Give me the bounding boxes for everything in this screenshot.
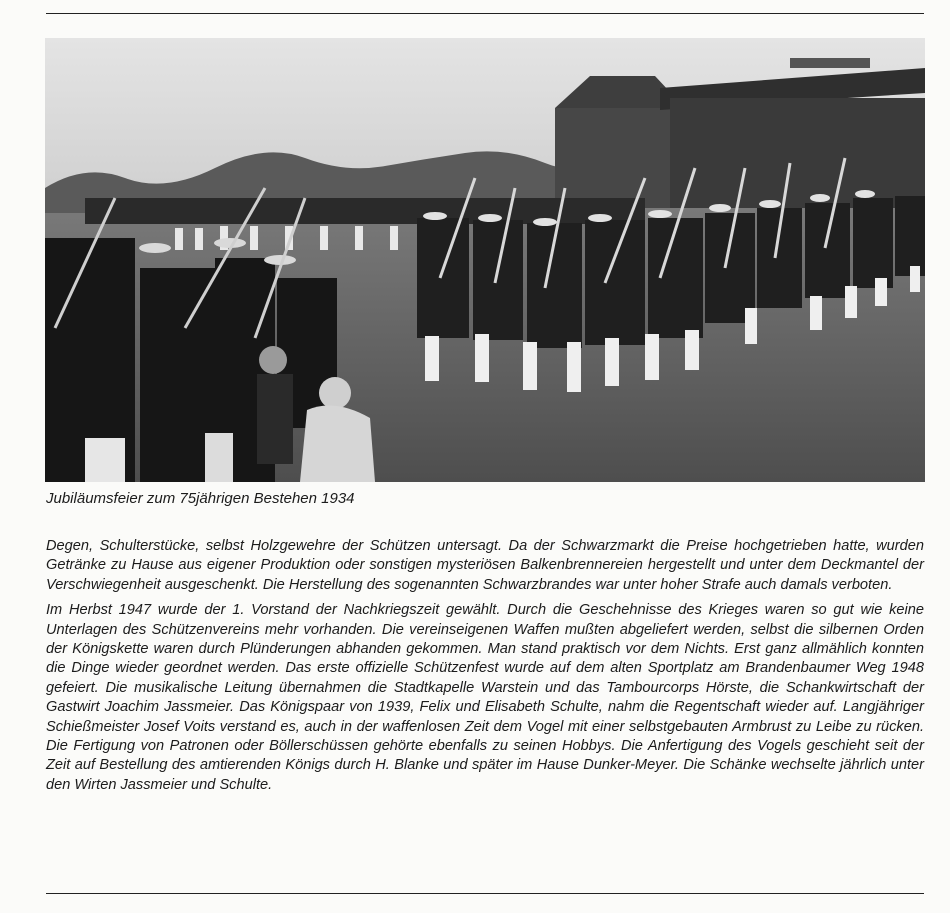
historic-parade-photo [45, 38, 925, 482]
article-body [46, 537, 924, 801]
photo-caption: Jubiläumsfeier zum 75jährigen Bestehen 1934 [46, 490, 355, 507]
top-rule [46, 13, 924, 14]
paragraph: Degen, Schulterstücke, selbst Holzgewehre der Schützen untersagt. Da der Schwarzmarkt die Preise hochgetrieben hatte, wurden Getränke zu Hause aus eigener Produktion oder sonstigen mysteriösen Balkenbrennereien hergestellt und unter dem Deckmantel der Verschwiegenheit ausgeschenkt. Die Herstellung des sogenannten Schwarzbrandes war unter hoher Strafe auch damals verboten. [46, 538, 924, 593]
bottom-rule [46, 893, 924, 894]
paragraph: Im Herbst 1947 wurde der 1. Vorstand der Nachkriegszeit gewählt. Durch die Geschehnisse des Krieges waren so gut wie keine Unterlagen des Schützenvereins mehr vorhanden. Die vereinseigenen Waffen mußten abgeliefert werden, selbst die silbernen Orden der Königskette waren durch Plünderungen abhanden gekommen. Man stand praktisch vor dem Nichts. Erst ganz allmählich konnten die Dinge wieder geordnet werden. Das erste offizielle Schützenfest wurde auf dem alten Sportplatz am Brandenbaumer Weg 1948 gefeiert. Die musikalische Leitung übernahmen die Stadtkapelle Warstein und das Tambourcorps Hörste, die Schankwirtschaft der Gastwirt Joachim Jassmeier. Das Königspaar von 1939, Felix und Elisabeth Schulte, nahm die Regentschaft wieder auf. Langjähriger Schießmeister Josef Voits verstand es, auch in der waffenlosen Zeit dem Vogel mit einer selbstgebauten Armbrust zu Leibe zu rücken. Die Fertigung von Patronen oder Böllerschüssen gehörte ebenfalls zu seinen Hobbys. Die Anfertigung des Vogels geschieht seit der Zeit auf Bestellung des amtierenden Königs durch H. Blanke und später im Hause Dunker-Meyer. Die Schänke wechselte jährlich unter den Wirten Jassmeier und Schulte. [46, 602, 924, 793]
